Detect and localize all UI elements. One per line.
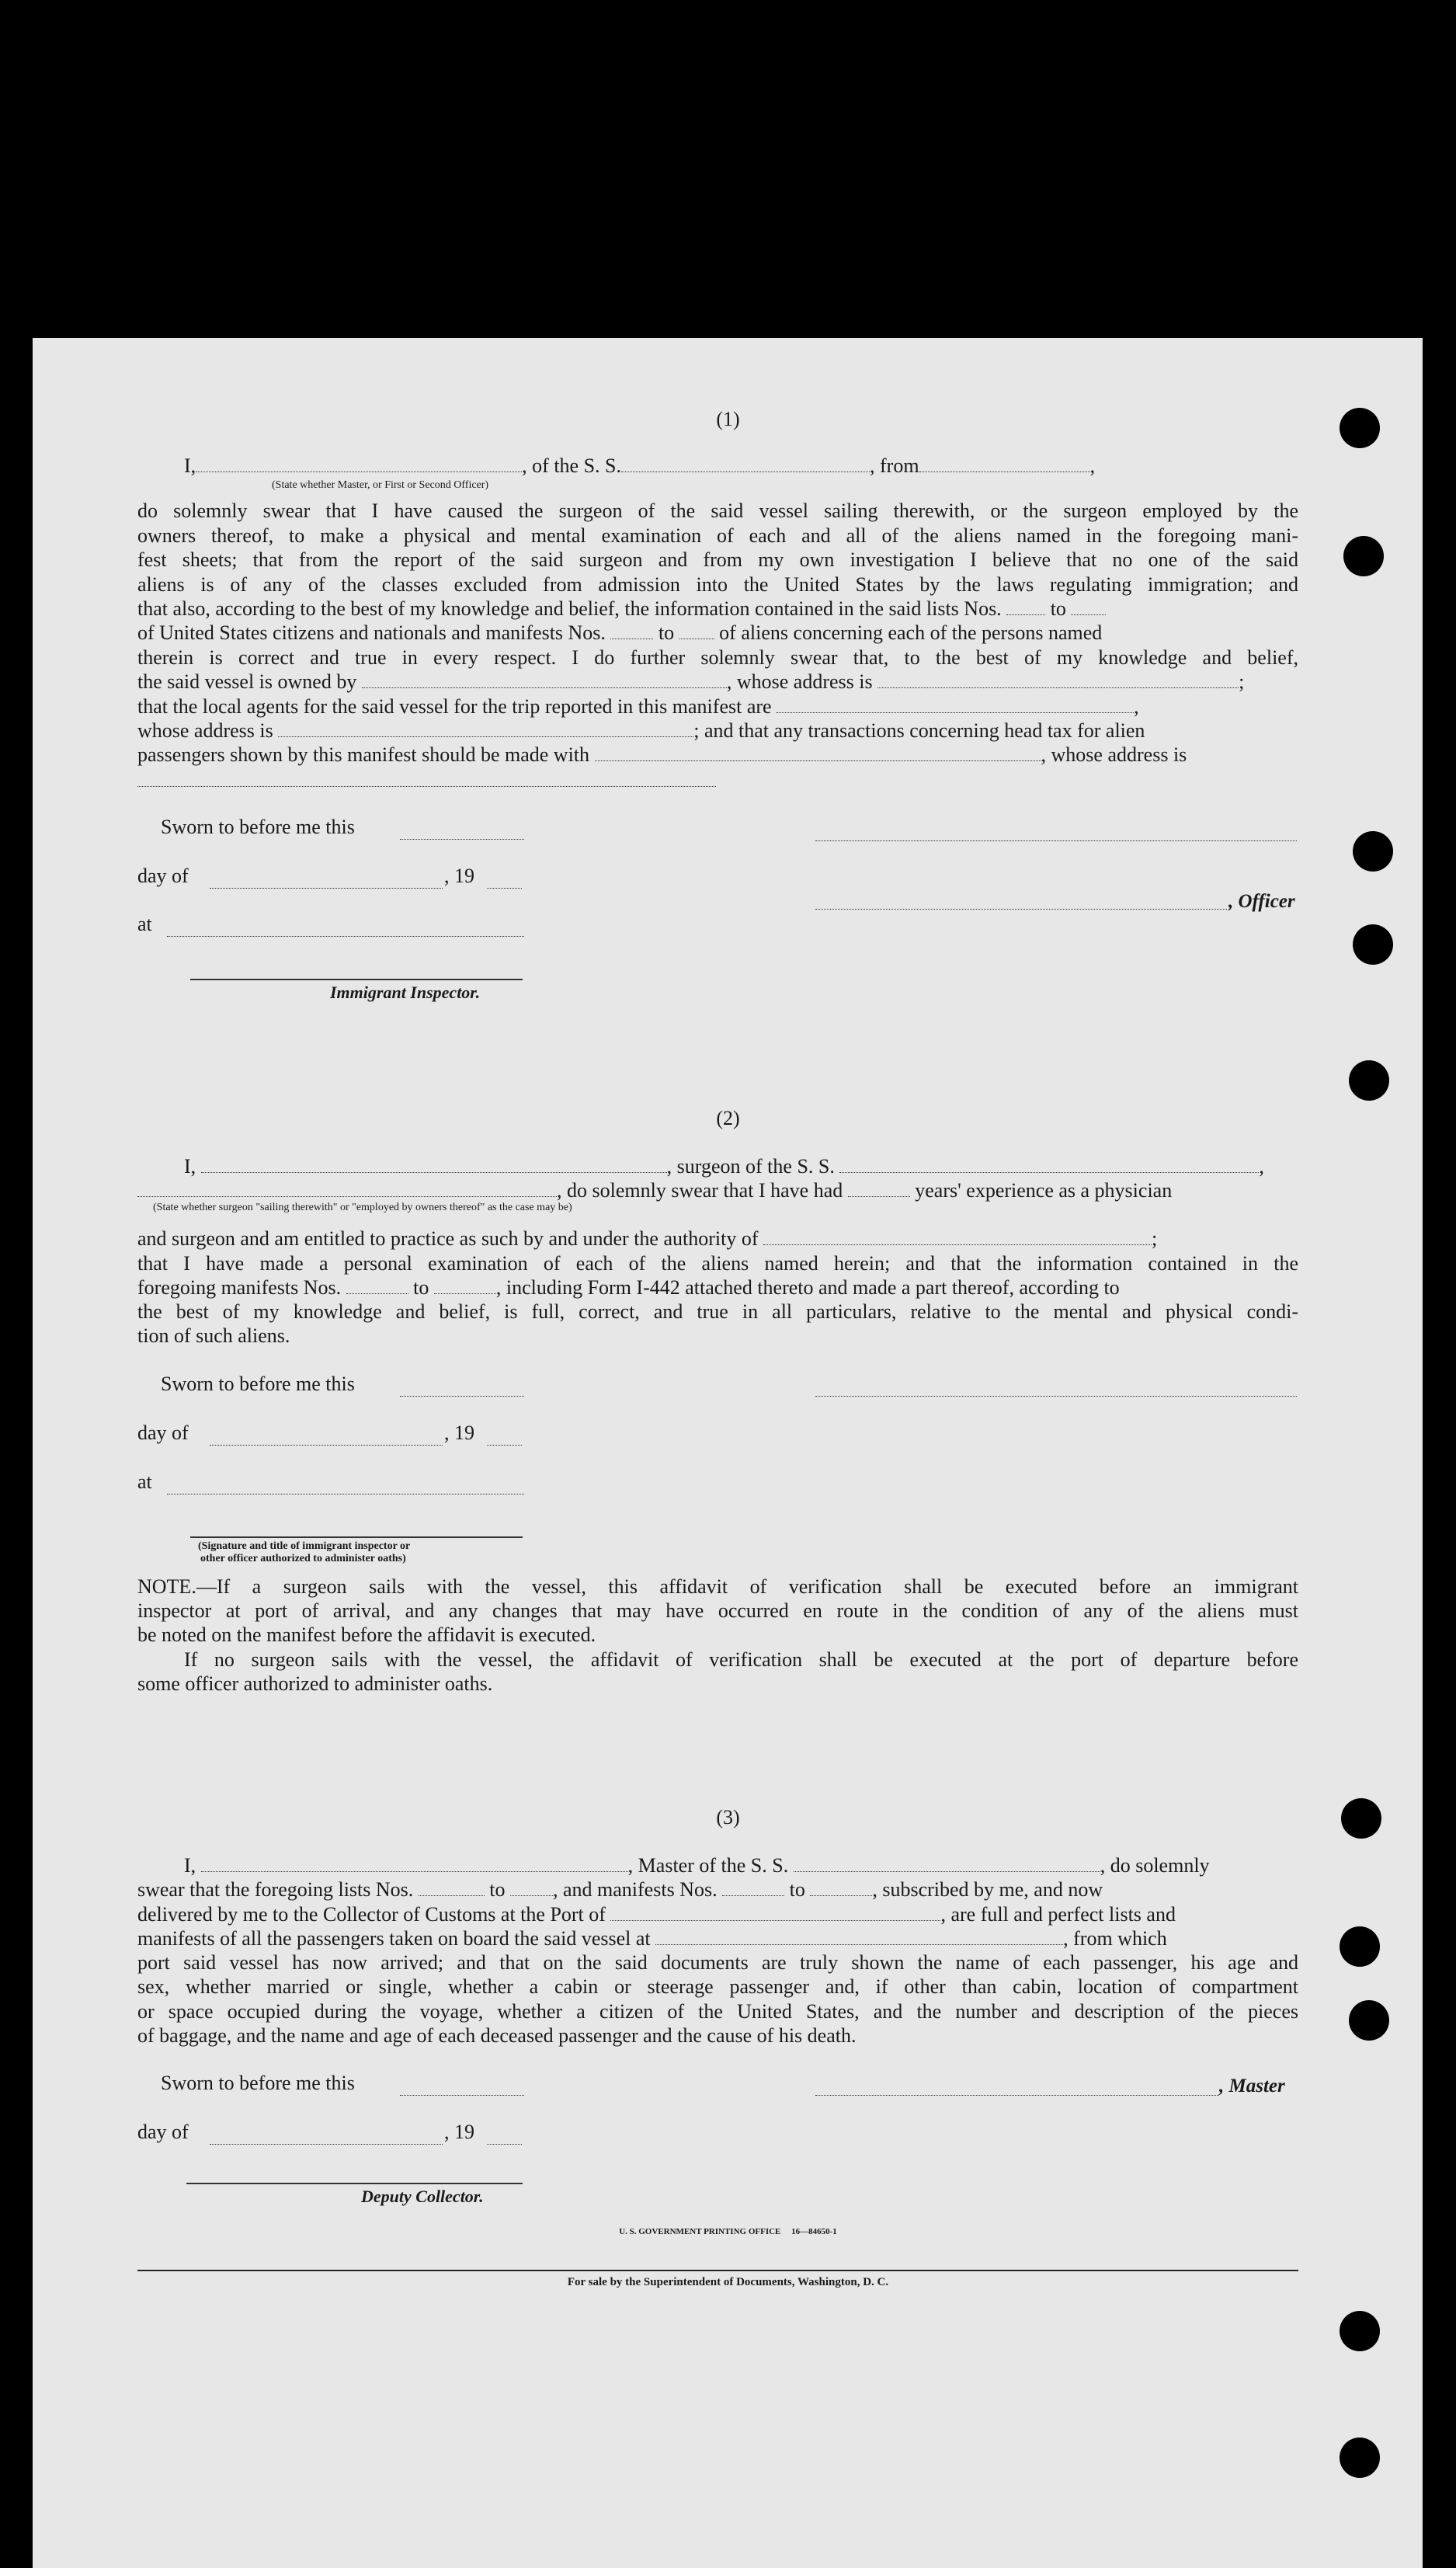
aff1-text: do solemnly swear that I have caused the surgeon of the said vessel sailing therewith, or the surgeon employed by the [137,499,1298,522]
master-label: , Master [1219,2076,1285,2097]
year-label: , 19 [444,2121,474,2143]
day-of-label: day of [137,865,189,887]
collector-label: Deputy Collector. [361,2187,484,2206]
form-note: (State whether surgeon "sailing therewith" or "employed by owners thereof" as the case may be) [153,1202,572,1213]
blank [400,2079,524,2096]
aff2-line1: I, , surgeon of the S. S. , [184,1155,1264,1178]
aff1-text: passengers shown by this manifest should be made with , whose address is [137,743,1187,766]
sworn-label: Sworn to before me this [161,816,355,838]
signature-blank [815,1380,1297,1397]
signature-blank [815,825,1297,841]
punch-hole [1340,2311,1380,2351]
blank [167,920,524,937]
signature-caption: other officer authorized to administer oaths) [200,1553,406,1564]
section-number: (3) [716,1806,740,1829]
note-text: NOTE.—If a surgeon sails with the vessel, this affidavit of verification shall be executed before an immigrant [137,1575,1298,1598]
signature-line [190,1536,523,1538]
blank [400,823,524,840]
aff1-text: owners thereof, to make a physical and mental examination of each and all of the aliens named in the foregoing mani- [137,524,1298,547]
aff1-text: the said vessel is owned by , whose address is ; [137,670,1245,693]
signature-line [190,979,523,980]
aff1-text: therein is correct and true in every respect. I do further solemnly swear that, to the best of my knowledge and belief, [137,646,1298,669]
note-text: inspector at port of arrival, and any changes that may have occurred en route in the condition of any of the aliens must [137,1599,1298,1622]
day-of-label: day of [137,1421,189,1444]
blank [400,1380,524,1397]
punch-hole [1340,2438,1380,2478]
blank [210,1429,443,1446]
aff2-text: tion of such aliens. [137,1324,290,1347]
aff3-text: manifests of all the passengers taken on board the said vessel at , from which [137,1927,1167,1950]
note-text: some officer authorized to administer oaths. [137,1672,493,1695]
aff3-text: or space occupied during the voyage, whether a citizen of the United States, and the number and description of the pieces [137,2000,1298,2023]
blank [487,2128,522,2145]
aff2-line2: , do solemnly swear that I have had years' experience as a physician [137,1179,1298,1202]
punch-hole [1343,536,1384,576]
printer-imprint: U. S. GOVERNMENT PRINTING OFFICE 16—84650-1 [619,2227,837,2236]
aff3-line1: I, , Master of the S. S. , do solemnly [184,1854,1210,1877]
signature-blank [815,893,1227,910]
inspector-label: Immigrant Inspector. [330,983,481,1002]
officer-label: , Officer [1228,891,1295,912]
aff1-text: of United States citizens and nationals and manifests Nos. to of aliens concerning each of the persons named [137,621,1103,644]
blank [167,1478,524,1495]
sale-notice: For sale by the Superintendent of Documents, Washington, D. C. [567,2276,889,2288]
blank [210,872,443,889]
aff3-text: swear that the foregoing lists Nos. to , and manifests Nos. to , subscribed by me, and now [137,1878,1103,1901]
aff1-text: that the local agents for the said vessel for the trip reported in this manifest are , [137,695,1139,718]
sworn-label: Sworn to before me this [161,1373,355,1395]
punch-hole [1340,1926,1380,1967]
aff2-text: and surgeon and am entitled to practice as such by and under the authority of ; [137,1227,1158,1250]
aff3-text: sex, whether married or single, whether a cabin or steerage passenger and, if other than cabin, location of compartment [137,1975,1298,1998]
signature-caption: (Signature and title of immigrant inspector or [198,1540,411,1552]
form-note: (State whether Master, or First or Second Officer) [272,479,489,491]
blank [487,1429,522,1446]
at-label: at [137,913,152,935]
punch-hole [1349,2000,1389,2041]
punch-hole [1353,831,1393,872]
signature-blank [815,2079,1219,2096]
aff1-text: fest sheets; that from the report of the said surgeon and from my own investigation I believe that no one of the said [137,548,1298,571]
at-label: at [137,1470,152,1493]
note-text: be noted on the manifest before the affidavit is executed. [137,1623,596,1646]
aff1-text: whose address is ; and that any transactions concerning head tax for alien [137,719,1145,742]
punch-hole [1349,1060,1389,1101]
blank [487,872,522,889]
blank [210,2128,443,2145]
year-label: , 19 [444,1421,474,1444]
footer-rule [137,2270,1298,2271]
section-number: (2) [716,1107,740,1129]
address-blank [137,786,716,787]
note-text: If no surgeon sails with the vessel, the affidavit of verification shall be executed at the port of departure before [184,1648,1298,1671]
aff2-text: that I have made a personal examination of each of the aliens named herein; and that the information contained in the [137,1252,1298,1275]
aff3-text: port said vessel has now arrived; and that on the said documents are truly shown the name of each passenger, his age and [137,1951,1298,1974]
section-number: (1) [716,408,740,430]
signature-line [186,2183,523,2184]
aff1-text: aliens is of any of the classes excluded from admission into the United States by the laws regulating immigration; and [137,573,1298,596]
aff3-text: of baggage, and the name and age of each deceased passenger and the cause of his death. [137,2024,857,2047]
punch-hole [1353,924,1393,965]
aff1-line1: I, , of the S. S. , from , [184,454,1096,477]
aff2-text: the best of my knowledge and belief, is full, correct, and true in all particulars, relative to the mental and physical condi- [137,1300,1298,1323]
aff1-text: that also, according to the best of my knowledge and belief, the information contained in the said lists Nos. to [137,597,1298,621]
year-label: , 19 [444,865,474,887]
day-of-label: day of [137,2121,189,2143]
aff3-text: delivered by me to the Collector of Customs at the Port of , are full and perfect lists and [137,1903,1176,1926]
aff2-text: foregoing manifests Nos. to , including Form I-442 attached thereto and made a part thereof, according to [137,1276,1120,1299]
sworn-label: Sworn to before me this [161,2072,355,2094]
